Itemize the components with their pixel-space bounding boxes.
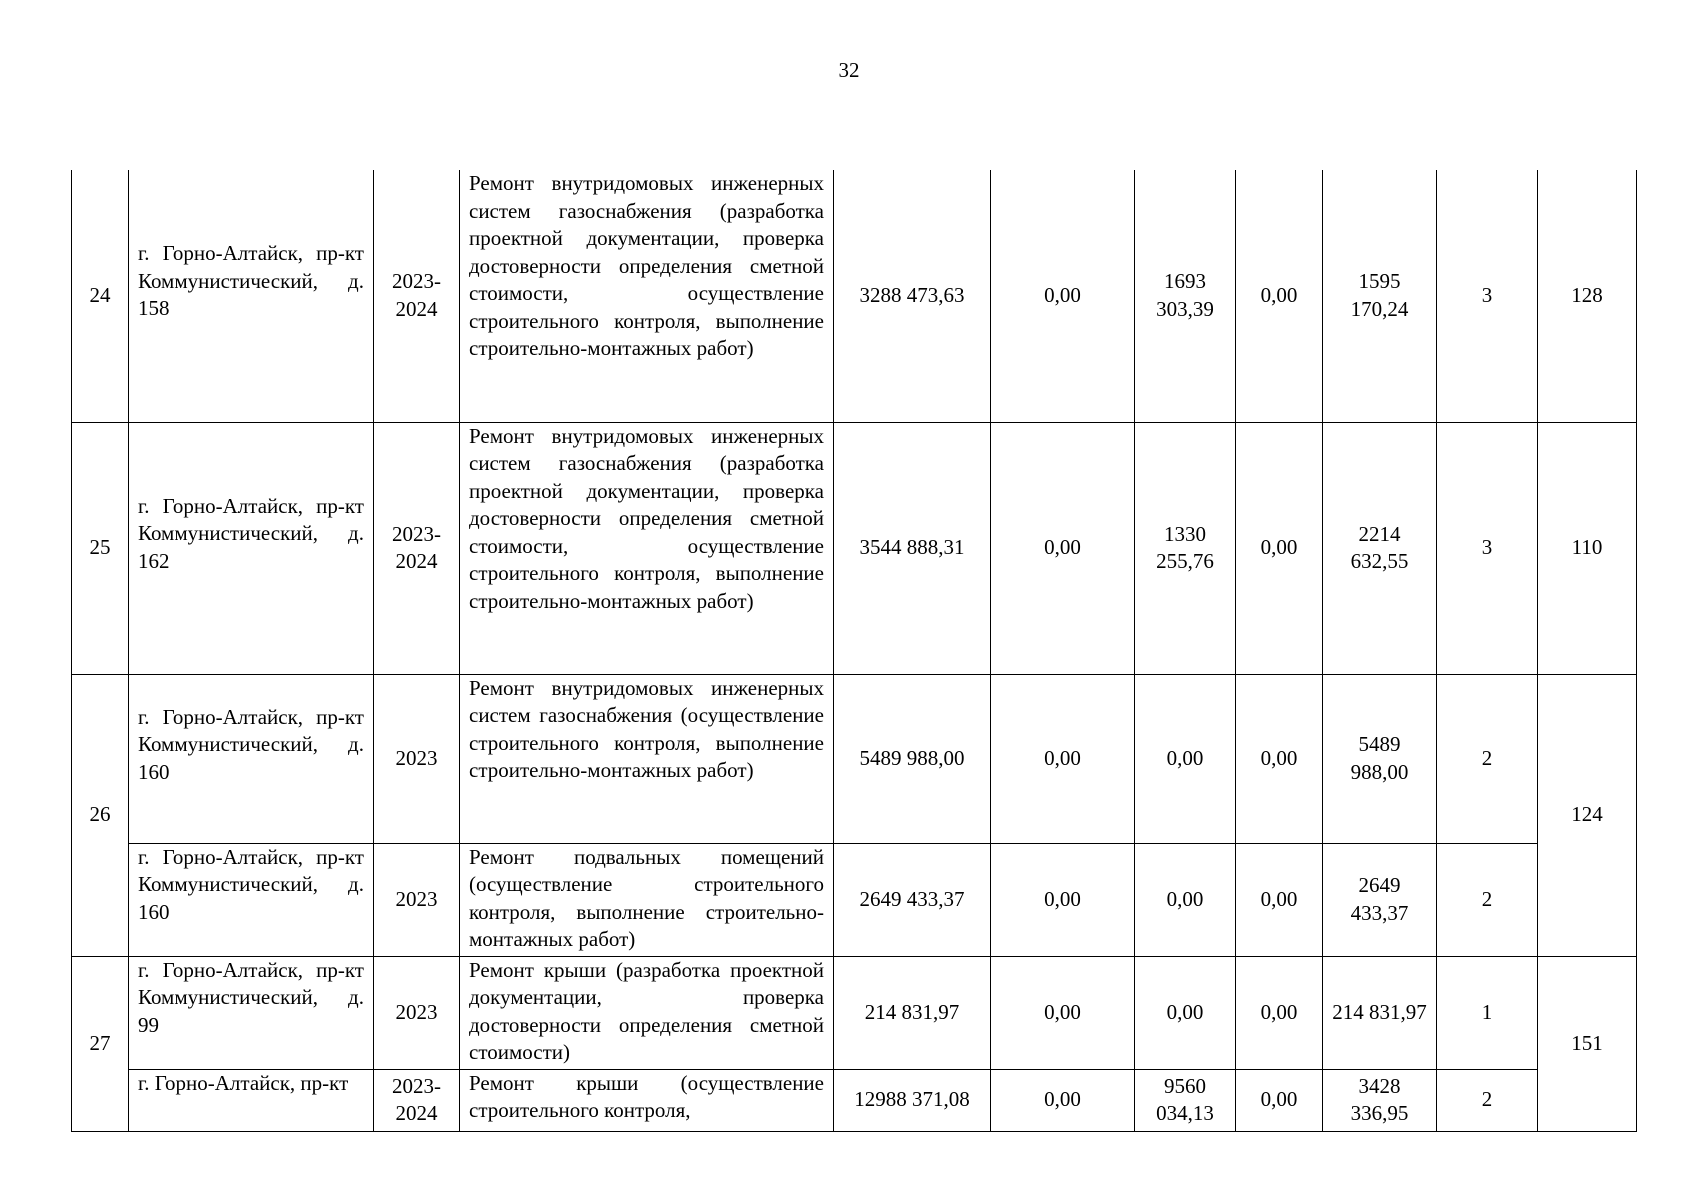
row-number: 25: [72, 422, 129, 674]
years-cell: 2023-2024: [374, 170, 460, 422]
years-cell: 2023: [374, 843, 460, 956]
work-description-cell: Ремонт крыши (осуществление строительного контроля,: [460, 1069, 834, 1131]
work-description-cell: Ремонт внутридомовых инженерных систем газоснабжения (осуществление строительного контроля, выполнение строительно-монтажных работ): [460, 674, 834, 843]
work-description-cell: Ремонт внутридомовых инженерных систем газоснабжения (разработка проектной документации, проверка достоверности определения сметной стоимости, осуществление строительного контроля, выполнение строительно-монтажных работ): [460, 170, 834, 422]
address-text: г. Горно-Алтайск, пр-кт Коммунистический, д. 162: [138, 493, 364, 573]
table-row: [72, 843, 1637, 956]
amount-cell-1: 0,00: [991, 956, 1135, 1069]
table-row: [72, 422, 1637, 674]
years-cell: 2023-2024: [374, 1069, 460, 1131]
address-cell: г. Горно-Алтайск, пр-кт Коммунистический, д. 160: [129, 843, 374, 956]
table-row: [72, 170, 1637, 422]
page-number: 32: [838, 58, 860, 82]
amount-cell-3: 0,00: [1236, 843, 1323, 956]
address-cell: г. Горно-Алтайск, пр-кт: [129, 1069, 374, 1131]
repair-program-table: [71, 170, 1637, 1132]
amount-cell-1: 0,00: [991, 1069, 1135, 1131]
quantity-cell: 1: [1437, 956, 1538, 1069]
amount-cell-4: 214 831,97: [1323, 956, 1437, 1069]
amount-cell-2: 0,00: [1135, 843, 1236, 956]
amount-cell-4: 2214 632,55: [1323, 422, 1437, 674]
years-cell: 2023: [374, 956, 460, 1069]
work-description-cell: Ремонт внутридомовых инженерных систем газоснабжения (разработка проектной документации, проверка достоверности определения сметной стоимости, осуществление строительного контроля, выполнение строительно-монтажных работ): [460, 422, 834, 674]
amount-cell-3: 0,00: [1236, 422, 1323, 674]
count-cell: 110: [1538, 422, 1637, 674]
amount-cell-1: 0,00: [991, 170, 1135, 422]
row-number: 26: [72, 674, 129, 956]
work-description-cell: Ремонт крыши (разработка проектной документации, проверка достоверности определения сметной стоимости): [460, 956, 834, 1069]
amount-cell-3: 0,00: [1236, 674, 1323, 843]
count-cell: 124: [1538, 674, 1637, 956]
years-cell: 2023: [374, 674, 460, 843]
address-cell: [129, 170, 374, 422]
amount-cell-1: 0,00: [991, 422, 1135, 674]
amount-cell-4: 1595 170,24: [1323, 170, 1437, 422]
quantity-cell: 3: [1437, 170, 1538, 422]
years-cell: 2023-2024: [374, 422, 460, 674]
quantity-cell: 2: [1437, 674, 1538, 843]
total-cost-cell: 214 831,97: [834, 956, 991, 1069]
total-cost-cell: 5489 988,00: [834, 674, 991, 843]
amount-cell-4: 2649 433,37: [1323, 843, 1437, 956]
address-text: г. Горно-Алтайск, пр-кт Коммунистический, д. 158: [138, 241, 364, 320]
amount-cell-1: 0,00: [991, 674, 1135, 843]
count-cell: 151: [1538, 956, 1637, 1131]
amount-cell-2: 1330 255,76: [1135, 422, 1236, 674]
quantity-cell: 2: [1437, 843, 1538, 956]
row-number: 27: [72, 956, 129, 1131]
address-text: г. Горно-Алтайск, пр-кт Коммунистический, д. 160: [138, 704, 364, 784]
count-cell: 128: [1538, 170, 1637, 422]
amount-cell-3: 0,00: [1236, 170, 1323, 422]
amount-cell-3: 0,00: [1236, 1069, 1323, 1131]
amount-cell-2: 9560 034,13: [1135, 1069, 1236, 1131]
address-cell: г. Горно-Алтайск, пр-кт Коммунистический, д. 99: [129, 956, 374, 1069]
amount-cell-2: 0,00: [1135, 956, 1236, 1069]
total-cost-cell: 3544 888,31: [834, 422, 991, 674]
total-cost-cell: 12988 371,08: [834, 1069, 991, 1131]
quantity-cell: 3: [1437, 422, 1538, 674]
table-row: [72, 1069, 1637, 1131]
work-description-cell: Ремонт подвальных помещений (осуществление строительного контроля, выполнение строительно-монтажных работ): [460, 843, 834, 956]
amount-cell-4: 3428 336,95: [1323, 1069, 1437, 1131]
total-cost-cell: 2649 433,37: [834, 843, 991, 956]
total-cost-cell: 3288 473,63: [834, 170, 991, 422]
amount-cell-1: 0,00: [991, 843, 1135, 956]
table-row: [72, 674, 1637, 843]
quantity-cell: 2: [1437, 1069, 1538, 1131]
amount-cell-3: 0,00: [1236, 956, 1323, 1069]
amount-cell-2: 0,00: [1135, 674, 1236, 843]
amount-cell-4: 5489 988,00: [1323, 674, 1437, 843]
address-cell: [129, 422, 374, 674]
row-number: 24: [72, 170, 129, 422]
table-row: [72, 956, 1637, 1069]
address-cell: [129, 674, 374, 843]
amount-cell-2: 1693 303,39: [1135, 170, 1236, 422]
